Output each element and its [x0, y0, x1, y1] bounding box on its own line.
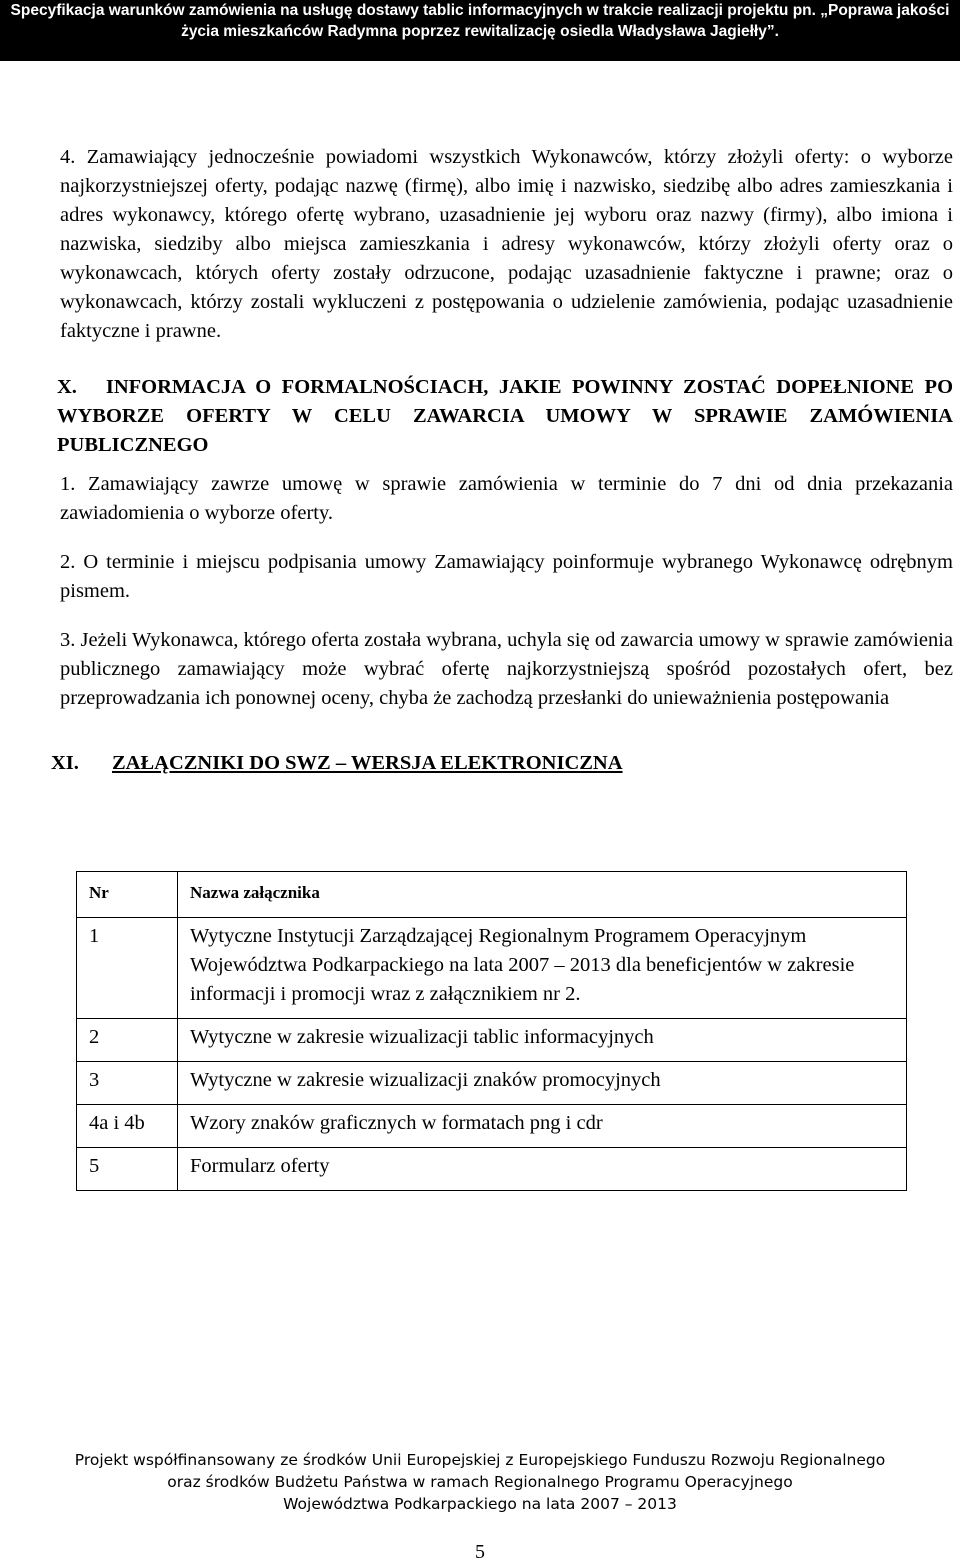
paragraph-4: 4. Zamawiający jednocześnie powiadomi wszystkich Wykonawców, którzy złożyli oferty: o wyborze najkorzystniejszej oferty, podając nazwę (firmę), albo imię i nazwisko, siedzibę albo adres zamieszkania i adres wykonawcy, którego ofertę wybrano, uzasadnienie jej wyboru oraz nazwy (firmy), albo imiona i nazwiska, siedziby albo miejsca zamieszkania i adresy wykonawców, którzy złożyli oferty oraz o wykonawcach, których oferty zostały odrzucone, podając uzasadnienie faktyczne i prawne; oraz o wykonawcach, którzy zostali wykluczeni z postępowania o udzielenie zamówienia, podając uzasadnienie faktyczne i prawne.	[60, 146, 953, 342]
attachments-table	[76, 871, 907, 1191]
table-header-row	[77, 872, 907, 918]
document-header	[0, 0, 960, 61]
header-line-2: życia mieszkańców Radymna poprzez rewitalizację osiedla Władysława Jagiełły”.	[181, 23, 779, 40]
section-xi-title: ZAŁĄCZNIKI DO SWZ – WERSJA ELEKTRONICZNA	[112, 752, 623, 774]
section-x	[57, 373, 953, 460]
table-cell-nr: 3	[77, 1062, 178, 1105]
footer-line-1: Projekt współfinansowany ze środków Unii Europejskiej z Europejskiego Funduszu Rozwoju Regionalnego	[74, 1451, 886, 1469]
section-x-number: X.	[57, 376, 77, 398]
table-cell-nr: 2	[77, 1019, 178, 1062]
footer-line-3: Województwa Podkarpackiego na lata 2007 – 2013	[283, 1495, 677, 1513]
section-x-item-2: 2. O terminie i miejscu podpisania umowy Zamawiający poinformuje wybranego Wykonawcę odrębnym pismem.	[60, 551, 953, 602]
section-xi-number: XI.	[51, 752, 79, 774]
section-x-item-3: 3. Jeżeli Wykonawca, którego oferta została wybrana, uchyla się od zawarcia umowy w sprawie zamówienia publicznego zamawiający może wybrać ofertę najkorzystniejszą spośród pozostałych ofert, bez przeprowadzania ich ponownej oceny, chyba że zachodzą przesłanki do unieważnienia postępowania	[60, 629, 953, 709]
table-cell-name: Wytyczne Instytucji Zarządzającej Regionalnym Programem Operacyjnym Województwa Podkarpackiego na lata 2007 – 2013 dla beneficjentów w zakresie informacji i promocji wraz z załącznikiem nr 2.	[178, 918, 907, 1019]
table-cell-nr: 1	[77, 918, 178, 1019]
section-x-title: INFORMACJA O FORMALNOŚCIACH, JAKIE POWINNY ZOSTAĆ DOPEŁNIONE PO WYBORZE OFERTY W CELU ZAWARCIA UMOWY W SPRAWIE ZAMÓWIENIA PUBLICZNEGO	[57, 376, 954, 456]
footer-line-2: oraz środków Budżetu Państwa w ramach Regionalnego Programu Operacyjnego	[167, 1473, 793, 1491]
table-cell-name: Wytyczne w zakresie wizualizacji znaków promocyjnych	[178, 1062, 907, 1105]
table-cell-nr: 5	[77, 1148, 178, 1191]
table-row	[77, 1062, 907, 1105]
table-header-name: Nazwa załącznika	[178, 872, 907, 918]
table-row	[77, 1148, 907, 1191]
table-row	[77, 1019, 907, 1062]
document-body	[51, 143, 954, 778]
page-number: 5	[475, 1541, 485, 1563]
table-cell-nr: 4a i 4b	[77, 1105, 178, 1148]
section-x-heading	[57, 373, 953, 460]
section-x-item-1: 1. Zamawiający zawrze umowę w sprawie zamówienia w terminie do 7 dni od dnia przekazania zawiadomienia o wyborze oferty.	[60, 473, 953, 524]
table-row	[77, 1105, 907, 1148]
table-row	[77, 918, 907, 1019]
table-cell-name: Wzory znaków graficznych w formatach png i cdr	[178, 1105, 907, 1148]
section-xi-heading	[51, 749, 953, 778]
table-cell-name: Formularz oferty	[178, 1148, 907, 1191]
header-line-1: Specyfikacja warunków zamówienia na usługę dostawy tablic informacyjnych w trakcie realizacji projektu pn. „Poprawa jakości	[10, 2, 950, 19]
document-footer	[0, 1449, 960, 1515]
table-header-nr: Nr	[77, 872, 178, 918]
table-cell-name: Wytyczne w zakresie wizualizacji tablic informacyjnych	[178, 1019, 907, 1062]
